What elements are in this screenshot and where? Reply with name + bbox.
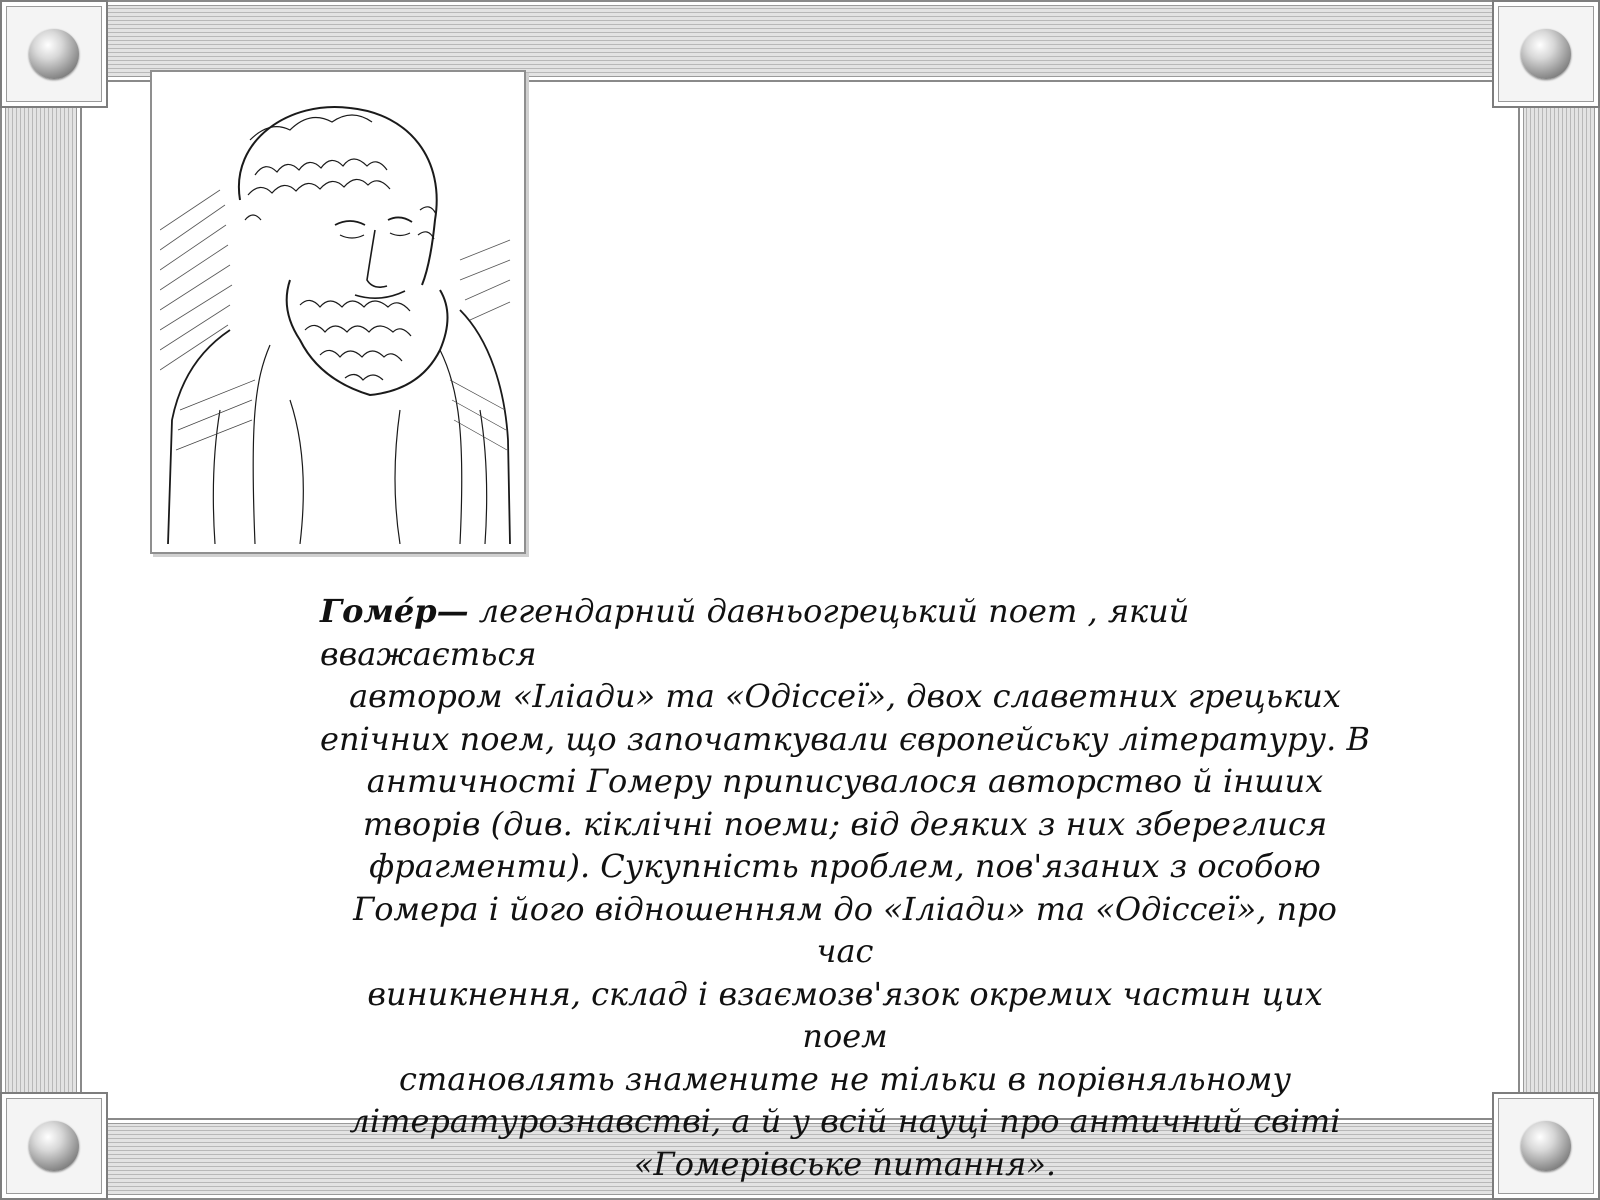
description-line: легендарний давньогрецький поет , який вважається	[320, 592, 1190, 673]
frame-corner-bottom-right	[1492, 1092, 1600, 1200]
homer-portrait	[150, 70, 526, 554]
term-homer: Гоме́р	[320, 592, 437, 630]
description-line-first	[320, 590, 1370, 675]
description-line: античності Гомеру приписувалося авторство й інших	[366, 762, 1324, 800]
description-line: творів (див. кіклічні поеми; від деяких з них збереглися	[362, 804, 1328, 843]
description-line: становлять знамените не тільки в порівняльному	[399, 1059, 1291, 1098]
frame-right-bar	[1518, 80, 1600, 1120]
frame-corner-top-left	[0, 0, 108, 108]
description-line: виникнення, склад і взаємозв'язок окремих частин цих поем	[367, 974, 1323, 1055]
corner-knob-icon	[1521, 29, 1571, 79]
corner-knob-icon	[29, 29, 79, 79]
description-line: Гомера і його відношенням до «Іліади» та «Одіссеї», про час	[353, 889, 1337, 970]
description-line: автором «Іліади» та «Одіссеї», двох славетних грецьких	[349, 677, 1341, 715]
description-line: «Гомерівське питання».	[633, 1144, 1057, 1183]
homer-bust-engraving-icon	[160, 80, 516, 544]
frame-corner-bottom-left	[0, 1092, 108, 1200]
corner-knob-icon	[1521, 1121, 1571, 1171]
term-dash: —	[436, 592, 469, 630]
frame-left-bar	[0, 80, 82, 1120]
description-line: літературознавстві, а й у всій науці про античний світі	[349, 1102, 1341, 1140]
homer-description	[320, 590, 1370, 1185]
frame-corner-top-right	[1492, 0, 1600, 108]
description-line: епічних поем, що започаткували європейську літературу. В	[320, 719, 1370, 758]
corner-knob-icon	[29, 1121, 79, 1171]
description-line: фрагменти). Сукупність проблем, пов'язаних з особою	[369, 847, 1321, 885]
